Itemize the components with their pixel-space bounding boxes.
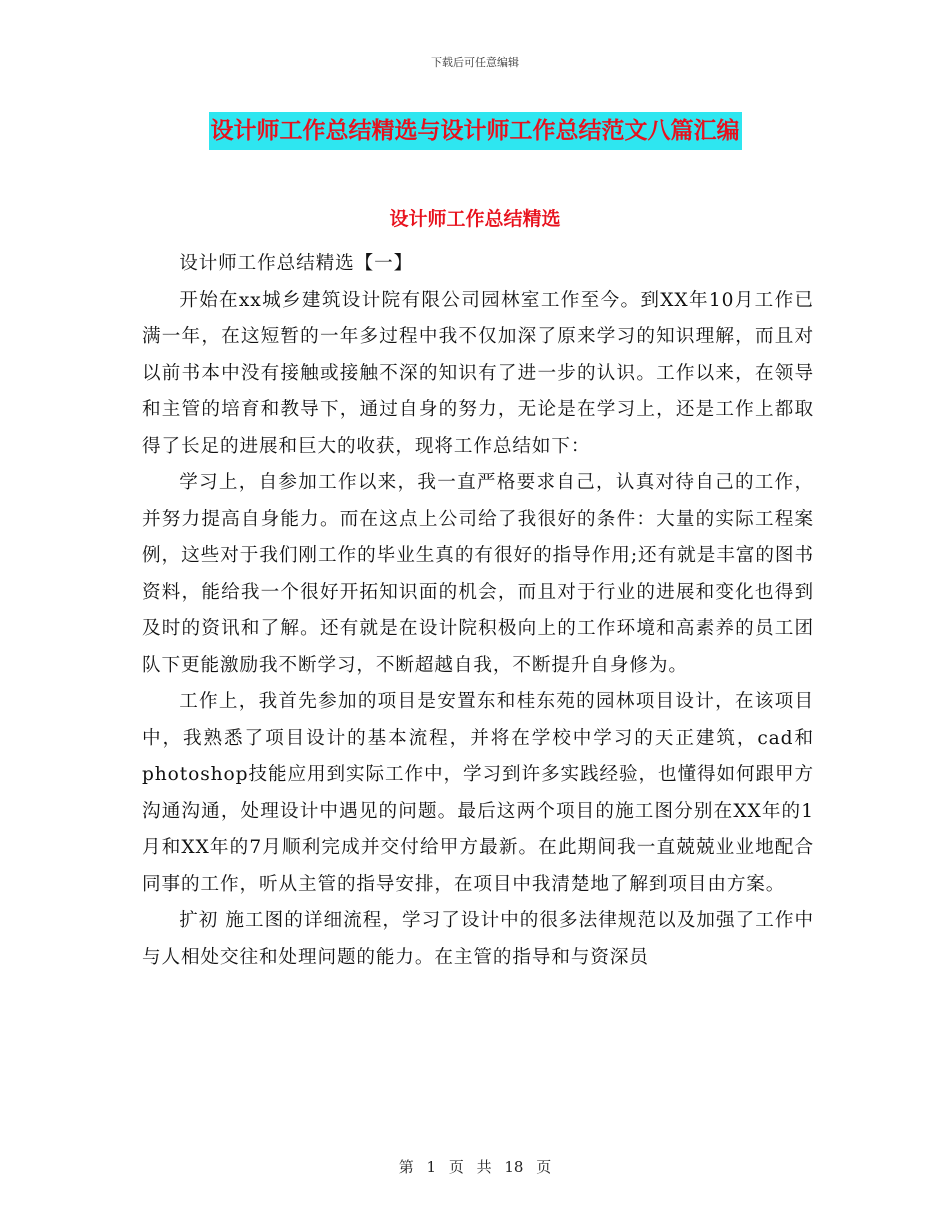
- section-title: 设计师工作总结精选: [389, 208, 561, 230]
- paragraph-subheading: 设计师工作总结精选【一】: [179, 253, 414, 274]
- page-footer: 第 1 页 共 18 页: [398, 1158, 552, 1176]
- document-title-container: [0, 112, 950, 150]
- paragraph: 扩初 施工图的详细流程，学习了设计中的很多法律规范以及加强了工作中与人相处交往和处理问题的能力。在主管的指导和与资深员: [142, 910, 814, 968]
- paragraph: 工作上，我首先参加的项目是安置东和桂东苑的园林项目设计，在该项目中，我熟悉了项目设计的基本流程，并将在学校中学习的天正建筑，cad和photoshop技能应用到实际工作中，学习到许多实践经验，也懂得如何跟甲方沟通沟通，处理设计中遇见的问题。最后这两个项目的施工图分别在XX年的1月和XX年的7月顺利完成并交付给甲方最新。在此期间我一直兢兢业业地配合同事的工作，听从主管的指导安排，在项目中我清楚地了解到项目由方案。: [142, 691, 814, 895]
- paragraph: 开始在xx城乡建筑设计院有限公司园林室工作至今。到XX年10月工作已满一年，在这短暂的一年多过程中我不仅加深了原来学习的知识理解，而且对以前书本中没有接触或接触不深的知识有了进一步的认识。工作以来，在领导和主管的培育和教导下，通过自身的努力，无论是在学习上，还是工作上都取得了长足的进展和巨大的收获，现将工作总结如下：: [142, 289, 814, 457]
- page-header: 下载后可任意编辑: [431, 56, 519, 69]
- document-title: 设计师工作总结精选与设计师工作总结范文八篇汇编: [209, 112, 742, 150]
- document-body: [142, 246, 814, 976]
- paragraph: 学习上，自参加工作以来，我一直严格要求自己，认真对待自己的工作，并努力提高自身能力。而在这点上公司给了我很好的条件：大量的实际工程案例，这些对于我们刚工作的毕业生真的有很好的指导作用;还有就是丰富的图书资料，能给我一个很好开拓知识面的机会，而且对于行业的进展和变化也得到及时的资讯和了解。还有就是在设计院积极向上的工作环境和高素养的员工团队下更能激励我不断学习，不断超越自我，不断提升自身修为。: [142, 472, 814, 676]
